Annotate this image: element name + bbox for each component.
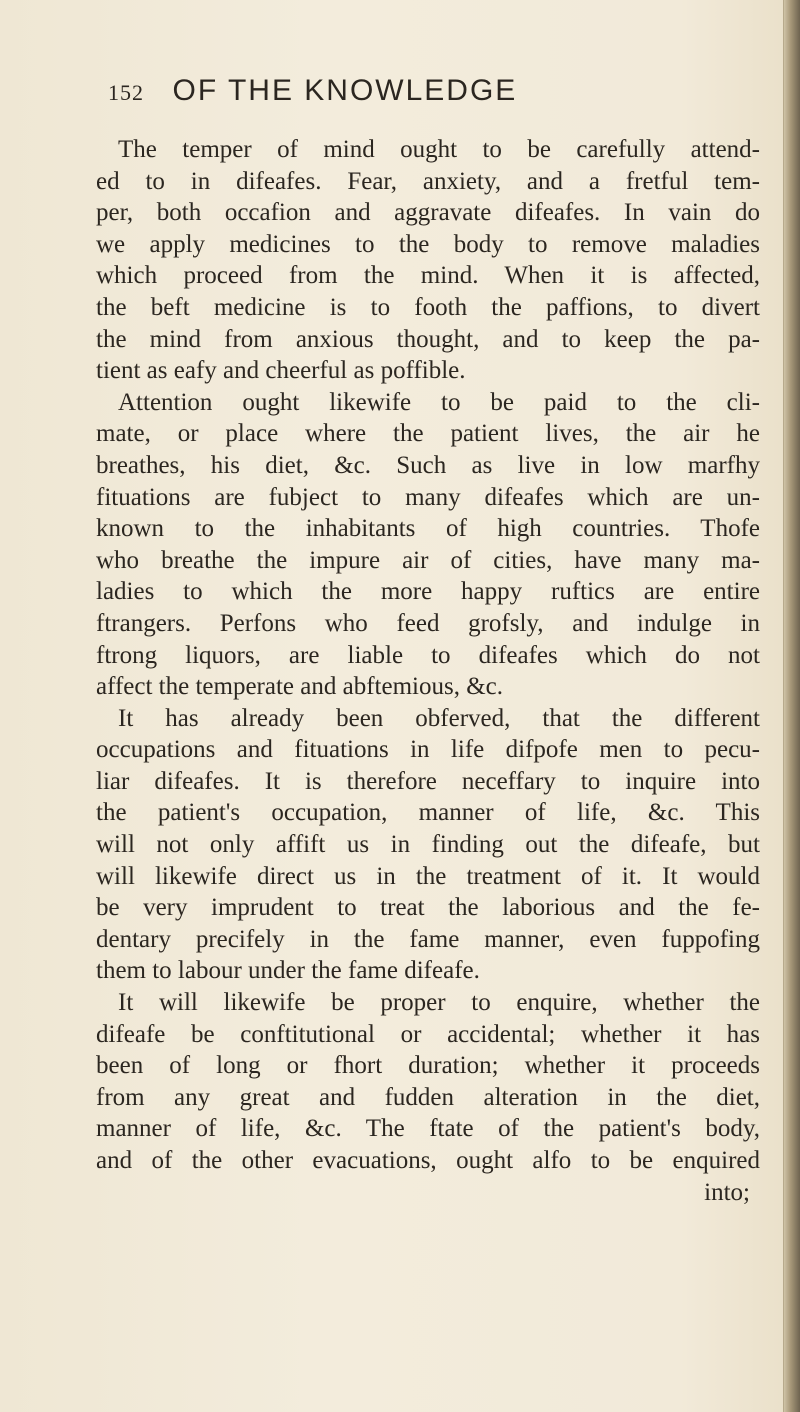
text-line: been of long or fhort duration; whether it proceeds — [96, 1052, 760, 1080]
text-line: which proceed from the mind. When it is affected, — [96, 262, 760, 290]
text-line: occupations and fituations in life difpofe men to pecu- — [96, 736, 760, 764]
running-head — [108, 74, 728, 114]
running-head-title: OF THE KNOWLEDGE — [172, 74, 518, 107]
text-line: be very imprudent to treat the laborious and the fe- — [96, 894, 760, 922]
text-line: per, both occafion and aggravate difeafes. In vain do — [96, 199, 760, 227]
text-line: them to labour under the fame difeafe. — [96, 957, 480, 985]
text-line: difeafe be conftitutional or accidental; whether it has — [96, 1020, 760, 1048]
paragraph-temper — [96, 134, 760, 387]
text-line: and of the other evacuations, ought alfo to be enquired — [96, 1147, 760, 1174]
text-line: we apply medicines to the body to remove maladies — [96, 230, 760, 258]
text-line: who breathe the impure air of cities, have many ma- — [96, 546, 760, 574]
text-line: liar difeafes. It is therefore neceffary to inquire into — [96, 767, 760, 795]
text-line: ed to in difeafes. Fear, anxiety, and a fretful tem- — [96, 167, 760, 195]
text-line: mate, or place where the patient lives, the air he — [96, 420, 760, 448]
text-line: breathes, his diet, &c. Such as live in low marfhy — [96, 451, 760, 479]
catchword: into; — [704, 1178, 750, 1206]
text-line: ftrong liquors, are liable to difeafes which do not — [96, 641, 760, 669]
page-number: 152 — [108, 80, 144, 105]
text-line: ladies to which the more happy ruftics are entire — [96, 578, 760, 606]
paragraph-enquire — [96, 987, 760, 1208]
text-line: known to the inhabitants of high countries. Thofe — [96, 515, 760, 543]
text-line: will not only affift us in finding out the difeafe, but — [96, 831, 760, 859]
text-line: from any great and fudden alteration in the diet, — [96, 1083, 760, 1111]
text-line: the beft medicine is to footh the paffions, to divert — [96, 293, 760, 321]
text-line: the mind from anxious thought, and to keep the pa- — [96, 325, 760, 353]
text-line: Attention ought likewife to be paid to the cli- — [118, 388, 760, 416]
paragraph-occupations — [96, 703, 760, 987]
text-line: manner of life, &c. The ftate of the patient's body, — [96, 1115, 760, 1143]
binding-edge — [783, 0, 800, 1412]
text-line: ftrangers. Perfons who feed grofsly, and indulge in — [96, 609, 760, 637]
text-line: tient as eafy and cheerful as poffible. — [96, 357, 466, 385]
paragraph-climate — [96, 387, 760, 703]
text-line: It will likewife be proper to enquire, whether the — [118, 989, 760, 1017]
text-line: the patient's occupation, manner of life, &c. This — [96, 799, 760, 827]
body-text — [96, 134, 760, 1208]
text-line: It has already been obferved, that the different — [118, 704, 760, 732]
text-line: will likewife direct us in the treatment of it. It would — [96, 862, 760, 890]
text-line: dentary precifely in the fame manner, even fuppofing — [96, 925, 760, 953]
text-line: affect the temperate and abftemious, &c. — [96, 673, 503, 701]
text-line: The temper of mind ought to be carefully attend- — [118, 136, 760, 163]
text-line: fituations are fubject to many difeafes which are un- — [96, 483, 760, 511]
